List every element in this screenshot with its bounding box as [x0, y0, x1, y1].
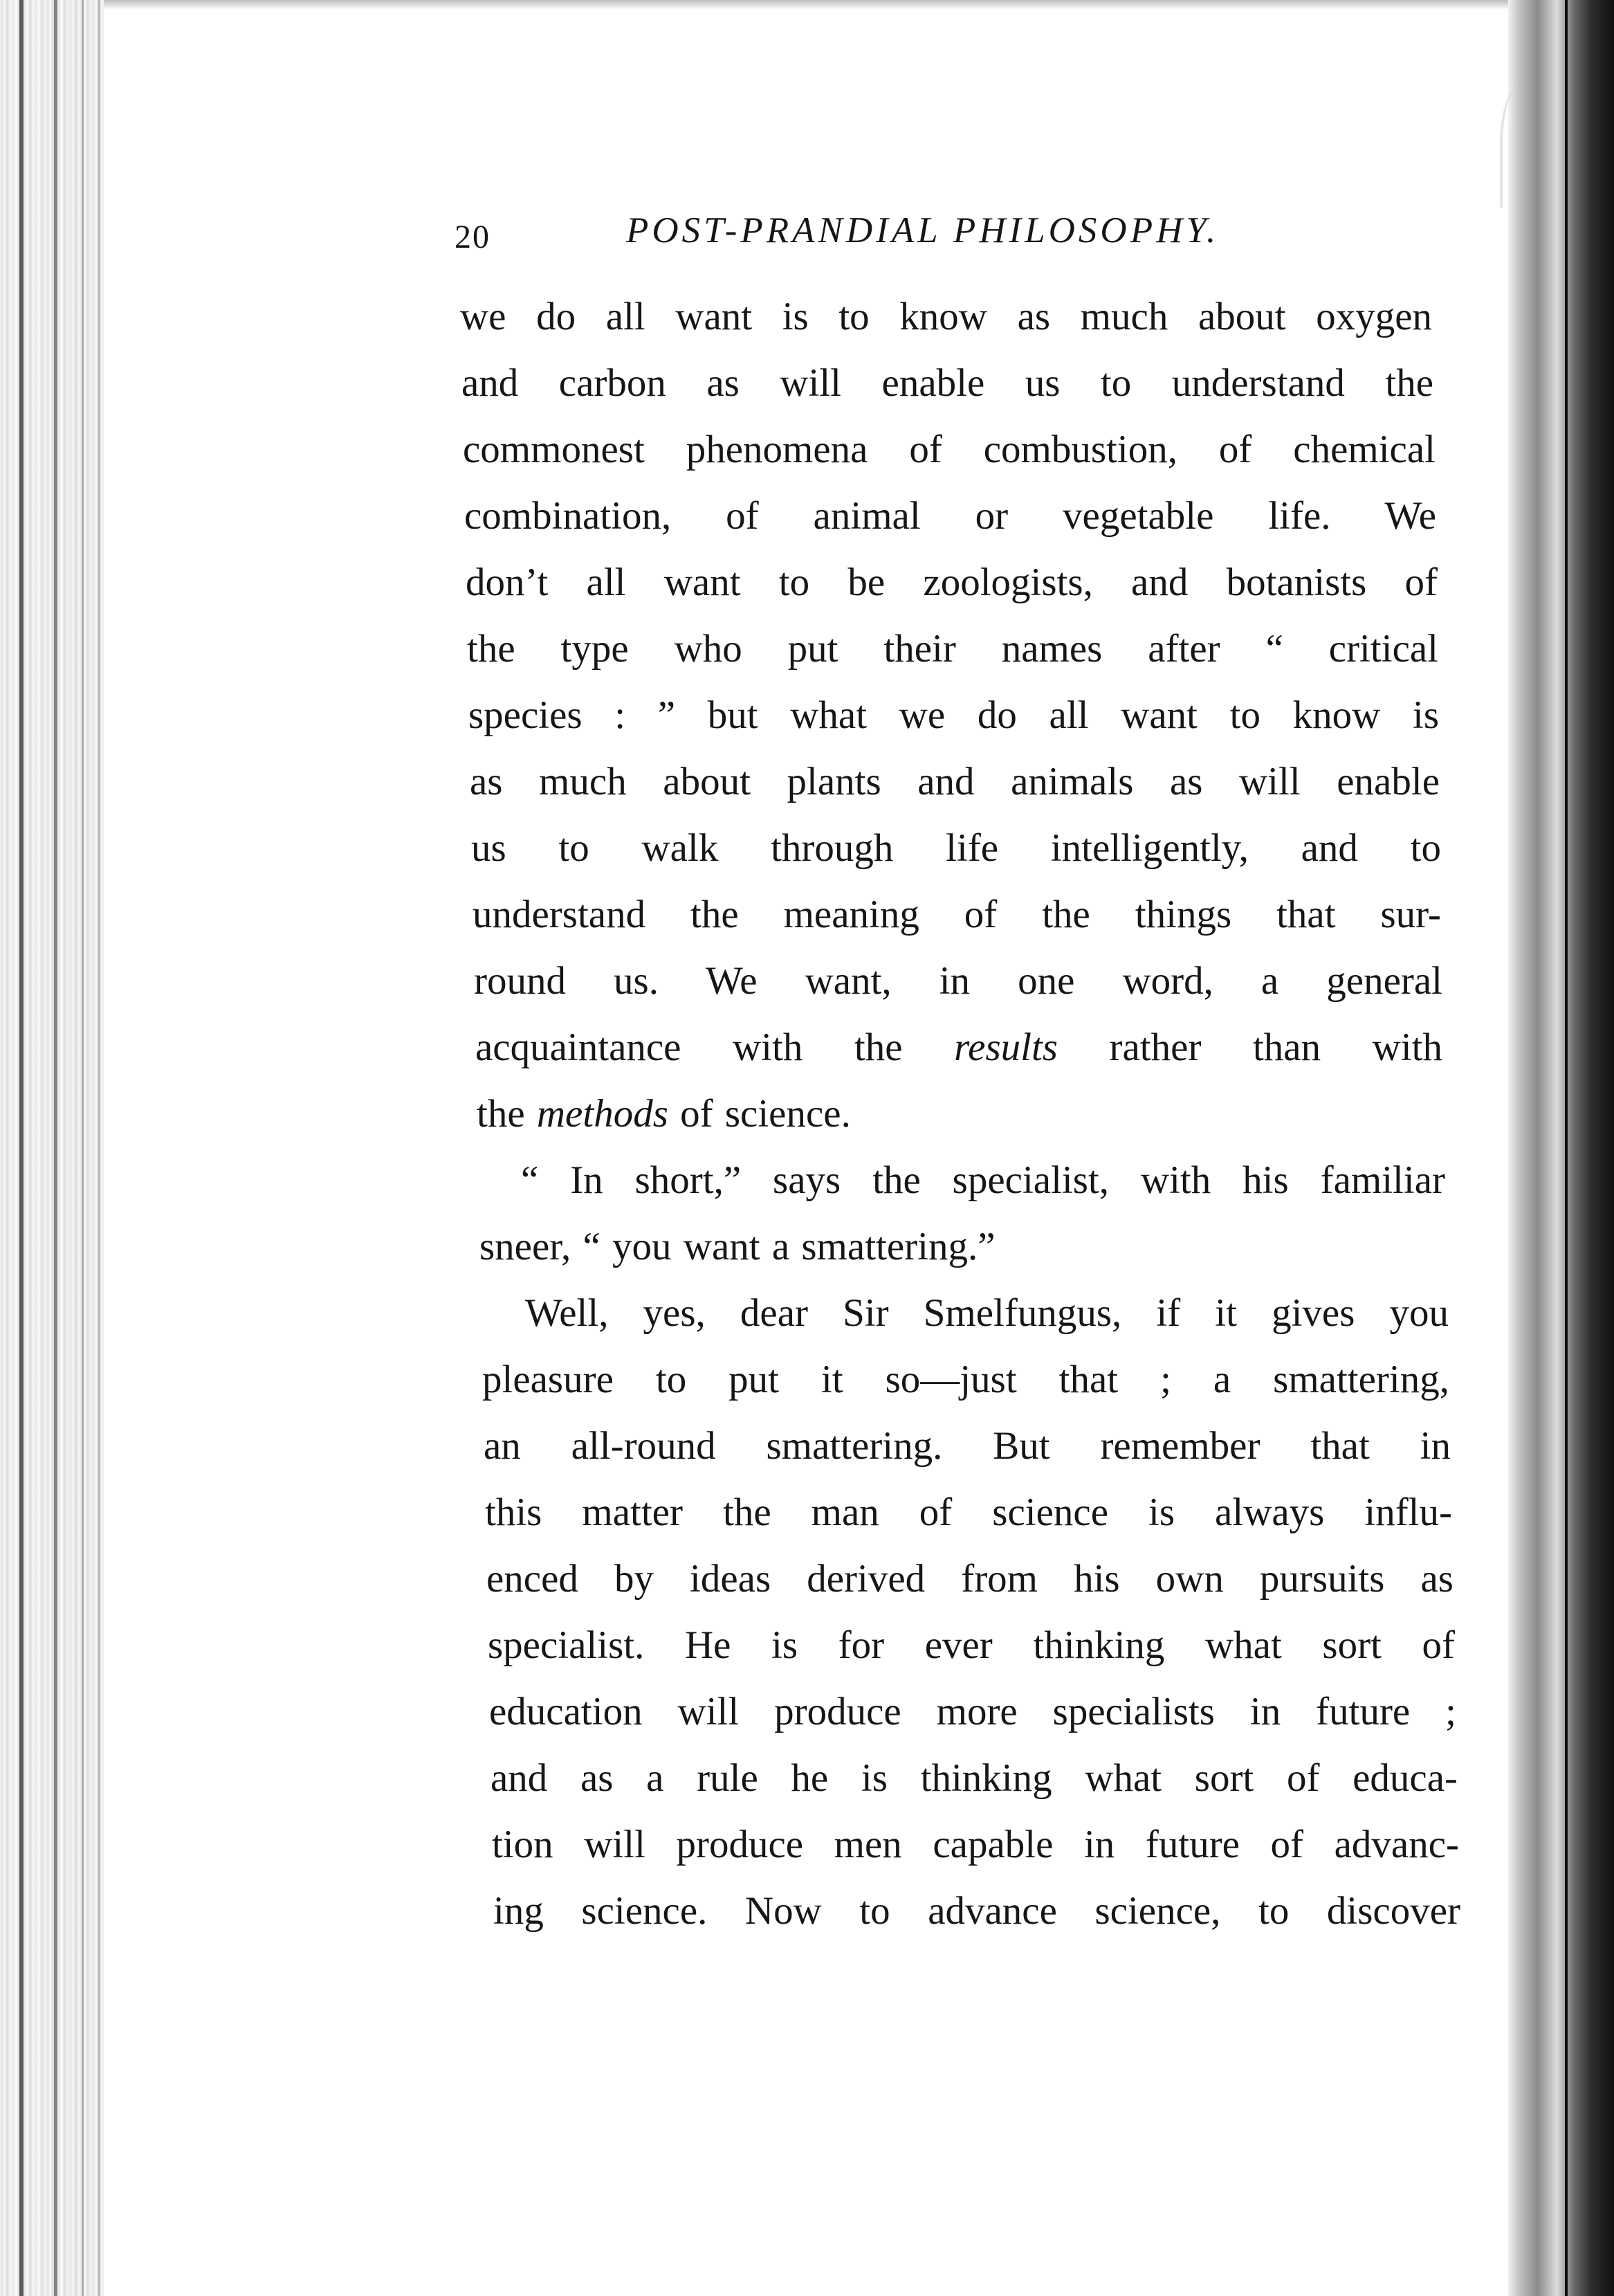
- italic-word: results: [954, 1026, 1058, 1069]
- text-line: sneer, “ you want a smattering.”: [479, 1225, 996, 1268]
- text-line-with-italic: [475, 1028, 1442, 1067]
- text-line: commonest phenomena of combustion, of chemical: [463, 428, 1436, 471]
- text-line: the type who put their names after “ critical: [467, 627, 1438, 671]
- page-number: 20: [455, 219, 490, 255]
- text-line: and as a rule he is thinking what sort of educa-: [490, 1756, 1458, 1800]
- book-page: [453, 197, 1460, 1933]
- page-curl: [1500, 83, 1544, 208]
- binding-shadow: [19, 0, 24, 2296]
- text-line: we do all want is to know as much about oxygen: [460, 295, 1432, 338]
- page-top-edge: [104, 0, 1508, 10]
- text-line: an all-round smattering. But remember that in: [484, 1424, 1451, 1468]
- text-run: acquaintance with the: [475, 1026, 955, 1069]
- text-line: species : ” but what we do all want to know is: [468, 693, 1439, 737]
- binding-shadow: [82, 0, 84, 2296]
- binding-shadow: [54, 0, 57, 2296]
- text-line: us to walk through life intelligently, and to: [471, 826, 1441, 870]
- text-line: enced by ideas derived from his own pursuits as: [486, 1557, 1453, 1601]
- text-run: the: [477, 1092, 537, 1136]
- text-line: Well, yes, dear Sir Smelfungus, if it gives you: [525, 1291, 1449, 1335]
- text-line: as much about plants and animals as will enable: [470, 760, 1440, 803]
- text-line: tion will produce men capable in future of advanc-: [492, 1823, 1459, 1866]
- text-run: rather than with: [1057, 1026, 1442, 1069]
- text-run: of science.: [668, 1092, 851, 1136]
- page-fore-edge: [1508, 0, 1614, 2296]
- italic-word: methods: [536, 1092, 668, 1136]
- book-binding-edge: [0, 0, 104, 2296]
- text-line: pleasure to put it so—just that ; a smattering,: [482, 1358, 1449, 1401]
- text-line: ing science. Now to advance science, to discover: [493, 1889, 1460, 1933]
- text-line: “ In short,” says the specialist, with his familiar: [521, 1158, 1445, 1202]
- text-line: round us. We want, in one word, a general: [474, 959, 1442, 1003]
- running-title: POST-PRANDIAL PHILOSOPHY.: [626, 210, 1220, 250]
- text-line: specialist. He is for ever thinking what sort of: [488, 1623, 1455, 1667]
- text-line: and carbon as will enable us to understand the: [461, 361, 1433, 405]
- text-line: education will produce more specialists in future ;: [489, 1690, 1456, 1733]
- text-line: don’t all want to be zoologists, and botanists of: [466, 561, 1438, 604]
- text-line: understand the meaning of the things that sur-: [473, 893, 1441, 936]
- binding-shadow: [98, 0, 100, 2296]
- text-line: this matter the man of science is always influ-: [485, 1491, 1452, 1534]
- fore-edge-line: [1565, 0, 1568, 2296]
- page-header: [453, 197, 1460, 257]
- text-line-with-italic: [477, 1092, 1030, 1136]
- text-line: combination, of animal or vegetable life. We: [464, 494, 1436, 538]
